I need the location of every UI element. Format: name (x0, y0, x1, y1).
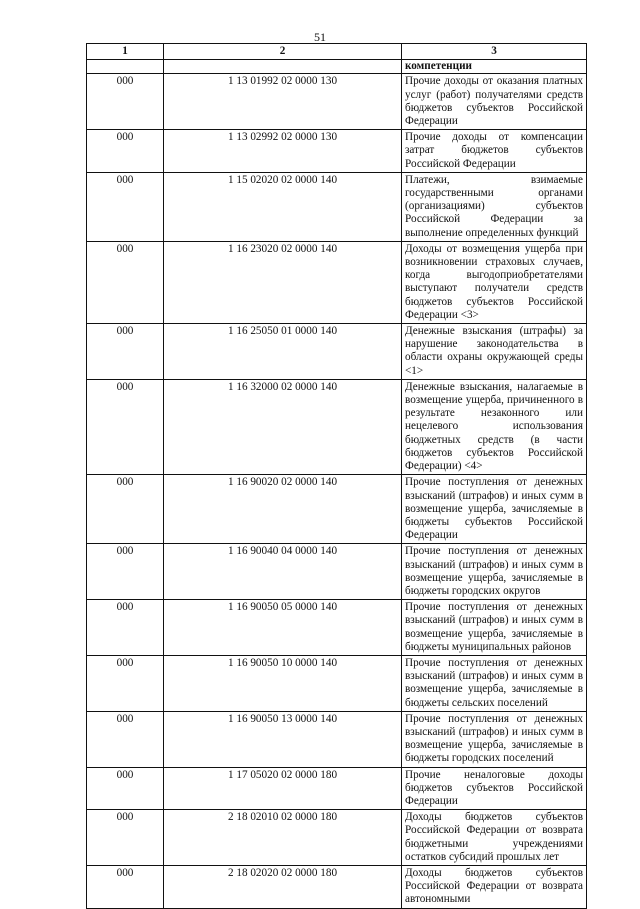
income-name-cell: Платежи, взимаемые государственными органами (организациями) субъектов Российской Федерации за выполнение определенных функций (402, 172, 587, 241)
income-name-cell: Доходы бюджетов субъектов Российской Федерации от возврата автономными (402, 865, 587, 908)
table-row (87, 810, 587, 866)
page-number: 51 (314, 30, 326, 44)
header-col-2: 2 (164, 44, 402, 60)
admin-code-cell: 000 (87, 241, 164, 323)
budget-code-cell: 2 18 02010 02 0000 180 (164, 810, 402, 866)
budget-code-cell: 2 18 02020 02 0000 180 (164, 865, 402, 908)
income-name-cell: Денежные взыскания, налагаемые в возмещение ущерба, причиненного в результате незаконного или нецелевого использования бюджетных средств (в части бюджетов субъектов Российской Федерации) <4> (402, 379, 587, 474)
income-name-cell: Прочие поступления от денежных взысканий (штрафов) и иных сумм в возмещение ущерба, зачисляемые в бюджеты сельских поселений (402, 655, 587, 711)
admin-code-cell: 000 (87, 74, 164, 130)
income-name-cell: Доходы от возмещения ущерба при возникновении страховых случаев, когда выгодоприобретателями выступают получатели средств бюджетов субъектов Российской Федерации <3> (402, 241, 587, 323)
income-name-cell: Прочие доходы от оказания платных услуг (работ) получателями средств бюджетов субъектов Российской Федерации (402, 74, 587, 130)
table-row (87, 324, 587, 380)
admin-code-cell: 000 (87, 600, 164, 656)
income-name-cell: Прочие поступления от денежных взысканий (штрафов) и иных сумм в возмещение ущерба, зачисляемые в бюджеты городских округов (402, 544, 587, 600)
continuation-empty-2 (164, 60, 402, 74)
table-row (87, 767, 587, 810)
table-row (87, 74, 587, 130)
income-name-cell: Прочие неналоговые доходы бюджетов субъектов Российской Федерации (402, 767, 587, 810)
table-row (87, 379, 587, 474)
continuation-empty-1 (87, 60, 164, 74)
admin-code-cell: 000 (87, 475, 164, 544)
budget-code-cell: 1 17 05020 02 0000 180 (164, 767, 402, 810)
budget-code-cell: 1 13 01992 02 0000 130 (164, 74, 402, 130)
table-row (87, 544, 587, 600)
income-name-cell: Прочие доходы от компенсации затрат бюджетов субъектов Российской Федерации (402, 130, 587, 173)
admin-code-cell: 000 (87, 865, 164, 908)
table-row (87, 655, 587, 711)
budget-code-cell: 1 16 90050 13 0000 140 (164, 711, 402, 767)
admin-code-cell: 000 (87, 767, 164, 810)
table-header-row (87, 44, 587, 60)
budget-code-cell: 1 16 23020 02 0000 140 (164, 241, 402, 323)
admin-code-cell: 000 (87, 379, 164, 474)
income-codes-table (86, 43, 587, 909)
table-row (87, 865, 587, 908)
budget-code-cell: 1 16 32000 02 0000 140 (164, 379, 402, 474)
table-row (87, 600, 587, 656)
admin-code-cell: 000 (87, 130, 164, 173)
income-name-cell: Прочие поступления от денежных взысканий (штрафов) и иных сумм в возмещение ущерба, зачисляемые в бюджеты субъектов Российской Федерации (402, 475, 587, 544)
table-row (87, 172, 587, 241)
budget-code-cell: 1 13 02992 02 0000 130 (164, 130, 402, 173)
budget-code-cell: 1 16 90040 04 0000 140 (164, 544, 402, 600)
table-row (87, 711, 587, 767)
table-row (87, 241, 587, 323)
table-row (87, 475, 587, 544)
budget-code-cell: 1 16 90050 05 0000 140 (164, 600, 402, 656)
budget-code-cell: 1 16 90050 10 0000 140 (164, 655, 402, 711)
admin-code-cell: 000 (87, 810, 164, 866)
header-col-1: 1 (87, 44, 164, 60)
income-name-cell: Прочие поступления от денежных взысканий (штрафов) и иных сумм в возмещение ущерба, зачисляемые в бюджеты муниципальных районов (402, 600, 587, 656)
table-row (87, 130, 587, 173)
income-name-cell: Доходы бюджетов субъектов Российской Федерации от возврата бюджетными учреждениями остатков субсидий прошлых лет (402, 810, 587, 866)
income-name-cell: Прочие поступления от денежных взысканий (штрафов) и иных сумм в возмещение ущерба, зачисляемые в бюджеты городских поселений (402, 711, 587, 767)
income-name-cell: Денежные взыскания (штрафы) за нарушение законодательства в области охраны окружающей среды <1> (402, 324, 587, 380)
admin-code-cell: 000 (87, 544, 164, 600)
admin-code-cell: 000 (87, 655, 164, 711)
header-col-3: 3 (402, 44, 587, 60)
budget-code-cell: 1 16 90020 02 0000 140 (164, 475, 402, 544)
admin-code-cell: 000 (87, 324, 164, 380)
budget-code-cell: 1 16 25050 01 0000 140 (164, 324, 402, 380)
admin-code-cell: 000 (87, 172, 164, 241)
continuation-row (87, 60, 587, 74)
budget-code-cell: 1 15 02020 02 0000 140 (164, 172, 402, 241)
admin-code-cell: 000 (87, 711, 164, 767)
continuation-text: компетенции (402, 60, 587, 74)
